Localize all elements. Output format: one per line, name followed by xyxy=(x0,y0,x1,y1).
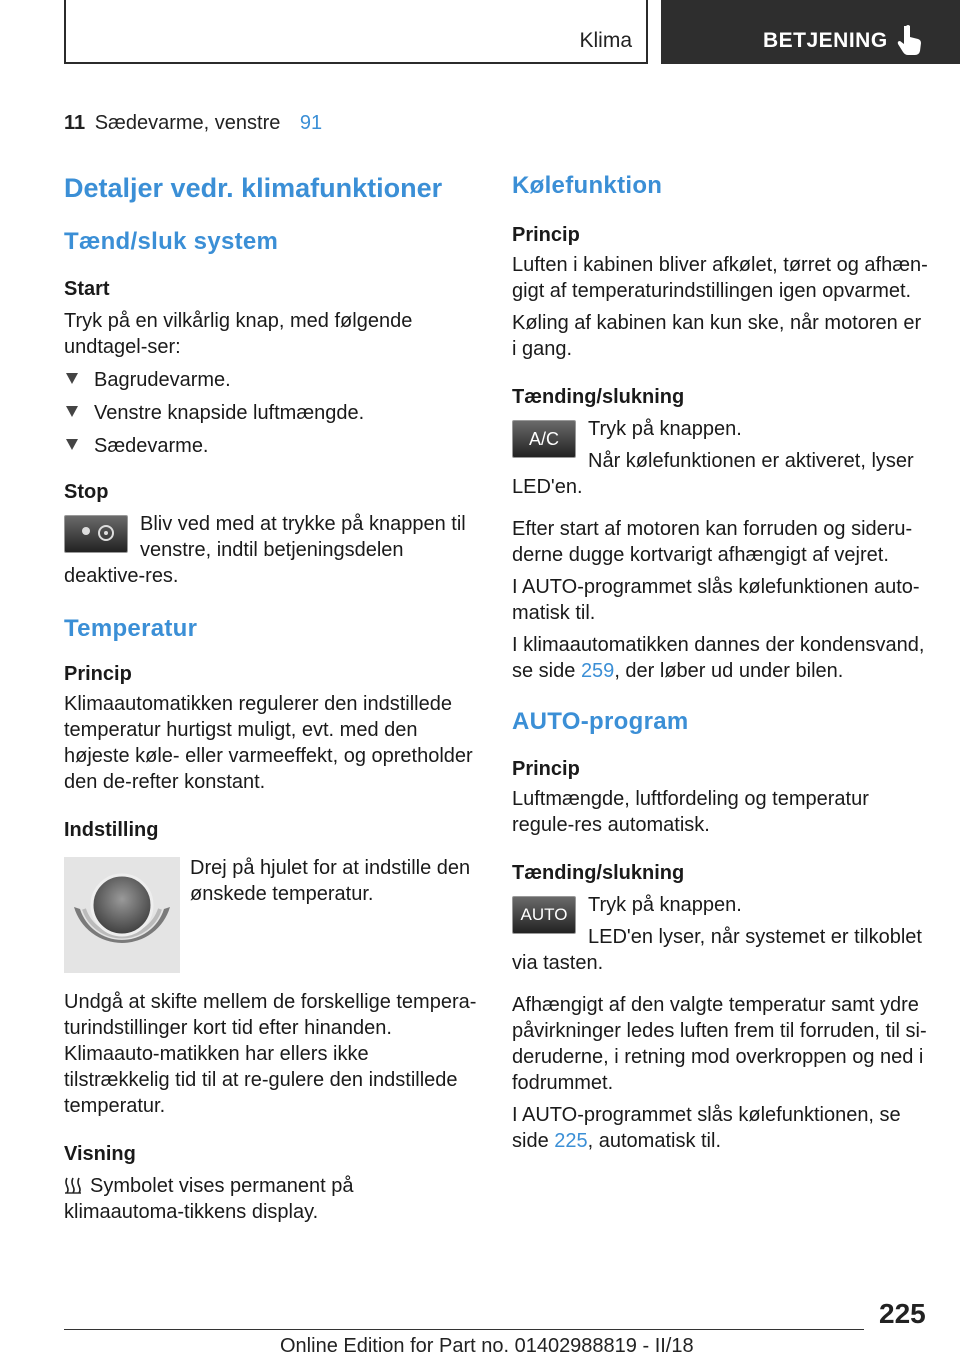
heading-visning: Visning xyxy=(64,1143,136,1165)
page-link-259[interactable]: 259 xyxy=(580,660,615,682)
slaas-paragraph: I AUTO-programmet slås kølefunktionen, se side 225, automatisk til. xyxy=(512,1104,901,1152)
breadcrumb-number: 11 xyxy=(64,112,86,134)
kondens-paragraph: I klimaautomatikken dannes der kondensvand, se side 259, der løber ud under bilen. xyxy=(512,634,925,682)
list-item: Sædevarme. xyxy=(64,433,478,459)
indstilling-paragraph: Drej på hjulet for at indstille den ønskede temperatur. xyxy=(190,857,471,905)
breadcrumb xyxy=(64,112,322,135)
footer-divider xyxy=(64,1329,864,1330)
footer-edition: Online Edition for Part no. 01402988819 - II/18 xyxy=(280,1335,694,1357)
ac-paragraph-2: Når kølefunktionen er aktiveret, lyser LED'en. xyxy=(512,450,914,498)
auto-paragraph-2: LED'en lyser, når systemet er tilkoblet via tasten. xyxy=(512,926,922,974)
header-section-label: Klima xyxy=(579,29,632,52)
ac-button-label: A/C xyxy=(528,428,559,449)
kole-princip-paragraph-1: Luften i kabinen bliver afkølet, tørret og afhæn-gigt af temperaturindstillingen igen opvarmet. xyxy=(512,254,928,302)
header-section-tab xyxy=(64,0,648,64)
exception-list xyxy=(64,367,478,459)
heading-taend-sluk-system: Tænd/sluk system xyxy=(64,228,279,255)
undgaa-paragraph: Undgå at skifte mellem de forskellige tempera-turindstillinger kort tid efter hinanden. Klimaauto-matikken har ellers ikke tilstrækkelig tid til at re-gulere den indstillede temperatur. xyxy=(64,991,477,1117)
indstilling-block xyxy=(64,855,478,981)
heading-taending-slukning: Tænding/slukning xyxy=(512,386,685,408)
page-link-225[interactable]: 225 xyxy=(554,1130,588,1152)
heading-start: Start xyxy=(64,278,110,300)
ac-paragraph-1: Tryk på knappen. xyxy=(588,418,742,440)
header-chapter-label: BETJENING xyxy=(763,29,888,52)
triangle-bullet-icon xyxy=(66,439,78,450)
visning-paragraph: Symbolet vises permanent på klimaautoma-tikkens display. xyxy=(64,1175,354,1223)
triangle-bullet-icon xyxy=(66,373,78,384)
header-chapter-tab xyxy=(661,0,960,64)
auto-cooling-paragraph: I AUTO-programmet slås kølefunktionen auto-matisk til. xyxy=(512,576,920,624)
stop-paragraph: Bliv ved med at trykke på knappen til venstre, indtil betjeningsdelen deaktive-res. xyxy=(64,513,466,587)
heading-temperatur: Temperatur xyxy=(64,615,198,642)
breadcrumb-page-link[interactable]: 91 xyxy=(299,112,323,134)
fan-off-icon xyxy=(68,519,124,549)
heading-indstilling: Indstilling xyxy=(64,819,159,841)
heading-princip: Princip xyxy=(512,224,580,246)
page-number: 225 xyxy=(879,1298,926,1329)
condensation-symbol-icon xyxy=(64,1176,82,1194)
heading-stop: Stop xyxy=(64,481,109,503)
ac-button-image xyxy=(512,420,576,458)
off-fan-button-image xyxy=(64,515,128,553)
stop-block xyxy=(64,511,478,589)
pointing-hand-icon xyxy=(897,24,923,56)
temperature-wheel-image xyxy=(64,857,180,973)
right-column xyxy=(512,170,930,1154)
auto-princip-paragraph: Luftmængde, luftfordeling og temperatur regule-res automatisk. xyxy=(512,788,869,836)
heading-princip: Princip xyxy=(512,758,580,780)
heading-kolefunktion: Kølefunktion xyxy=(512,172,663,199)
heading-auto-program: AUTO-program xyxy=(512,708,689,735)
triangle-bullet-icon xyxy=(66,406,78,417)
efter-paragraph: Efter start af motoren kan forruden og sideru-derne dugge kortvarigt afhængigt af vejret. xyxy=(512,518,913,566)
kole-princip-paragraph-2: Køling af kabinen kan kun ske, når motoren er i gang. xyxy=(512,312,922,360)
heading-taending-slukning: Tænding/slukning xyxy=(512,862,685,884)
rotary-knob-icon xyxy=(64,857,180,973)
list-item: Bagrudevarme. xyxy=(64,367,478,393)
auto-paragraph-1: Tryk på knappen. xyxy=(588,894,742,916)
breadcrumb-text: Sædevarme, venstre xyxy=(94,112,281,134)
heading-princip: Princip xyxy=(64,663,132,685)
auto-button-image xyxy=(512,896,576,934)
ac-block xyxy=(512,416,930,500)
auto-button-label: AUTO xyxy=(520,905,568,924)
section-title: Detaljer vedr. klimafunktioner xyxy=(64,173,443,203)
list-item: Venstre knapside luftmængde. xyxy=(64,400,478,426)
left-column xyxy=(64,170,478,1225)
princip-paragraph: Klimaautomatikken regulerer den indstillede temperatur hurtigst muligt, evt. med den højeste køle- eller varmeeffekt, og opretholder den de-refter konstant. xyxy=(64,693,473,793)
auto-block xyxy=(512,892,930,976)
start-paragraph: Tryk på en vilkårlig knap, med følgende undtagel-ser: xyxy=(64,310,413,358)
afhaengigt-paragraph: Afhængigt af den valgte temperatur samt ydre påvirkninger ledes luften frem til forruden, til si-deruderne, i retning mod overkroppen og ned i fodrummet. xyxy=(512,994,927,1094)
